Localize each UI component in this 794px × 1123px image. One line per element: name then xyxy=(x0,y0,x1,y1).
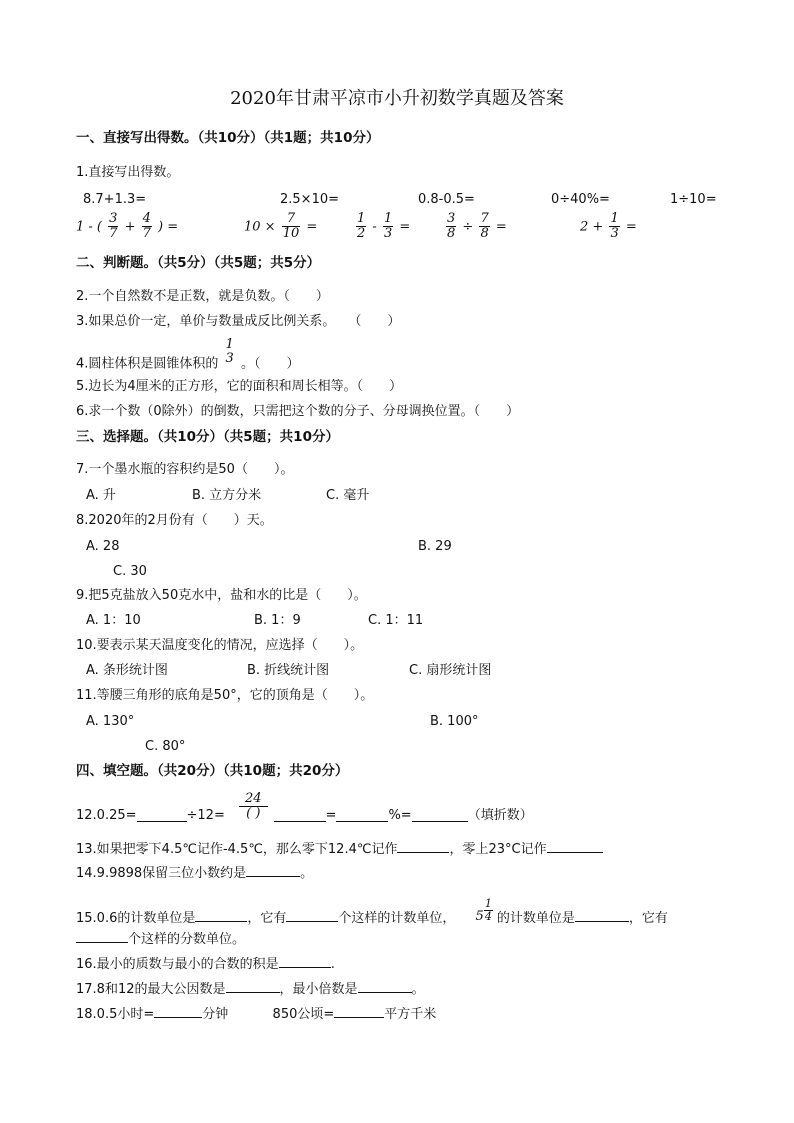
answer-blank[interactable] xyxy=(575,909,629,922)
answer-blank[interactable] xyxy=(274,809,326,822)
option-a: A. 升 xyxy=(86,488,116,503)
option-c: C. 30 xyxy=(113,564,147,579)
option-c: C. 80° xyxy=(145,739,186,754)
answer-blank[interactable] xyxy=(246,864,300,877)
calc-fraction-item: 10 × $\frac{7}{10}$ = xyxy=(244,211,318,242)
question-15: 15.0.6的计数单位是 ，它有 个这样的计数单位， 5 $\frac{1}{4}$ 的计数单位是 ，它有 xyxy=(76,906,668,931)
question-10: 10.要表示某天温度变化的情况，应选择（ ）。 xyxy=(76,638,364,653)
calc-fraction-item: $\frac{3}{8}$ ÷ $\frac{7}{8}$ = xyxy=(447,211,507,242)
question-9: 9.把5克盐放入50克水中，盐和水的比是（ ）。 xyxy=(76,588,367,603)
option-a: A. 1：10 xyxy=(86,613,141,628)
question-3: 3.如果总价一定，单价与数量成反比例关系。 （ ） xyxy=(76,314,401,329)
calc-item: 8.7+1.3= xyxy=(83,192,147,207)
calc-item: 0.8-0.5= xyxy=(418,192,475,207)
question-6: 6.求一个数（0除外）的倒数，只需把这个数的分子、分母调换位置。（ ） xyxy=(76,404,520,419)
section-heading-2: 二、判断题。（共5分）（共5题；共5分） xyxy=(76,255,321,271)
answer-blank[interactable] xyxy=(334,1005,384,1018)
calc-item: 0÷40%= xyxy=(551,192,610,207)
calc-item: 1÷10= xyxy=(670,192,717,207)
option-b: B. 29 xyxy=(418,539,452,554)
option-c: C. 毫升 xyxy=(326,488,370,503)
question-5: 5.边长为4厘米的正方形，它的面积和周长相等。（ ） xyxy=(76,379,403,394)
question-13: 13.如果把零下4.5℃记作-4.5℃，那么零下12.4℃记作 ，零上23°C记作 xyxy=(76,840,603,856)
answer-blank[interactable] xyxy=(279,955,331,968)
question-4: 4.圆柱体积是圆锥体积的 1 3 。（ ） xyxy=(76,337,300,372)
question-7: 7.一个墨水瓶的容积约是50（ ）。 xyxy=(76,462,294,477)
question-18: 18.0.5小时= 分钟 850公顷= 平方千米 xyxy=(76,1007,437,1022)
section-heading-3: 三、选择题。（共10分）（共5题；共10分） xyxy=(76,429,339,445)
option-b: B. 立方分米 xyxy=(192,488,262,503)
question-17: 17.8和12的最大公因数是 ，最小倍数是 。 xyxy=(76,982,425,997)
option-a: A. 28 xyxy=(86,539,120,554)
section-heading-1: 一、直接写出得数。（共10分）（共1题；共10分） xyxy=(76,130,380,146)
answer-blank[interactable] xyxy=(358,980,412,993)
answer-blank[interactable] xyxy=(397,840,449,853)
question-8: 8.2020年的2月份有（ ）天。 xyxy=(76,513,273,528)
option-b: B. 折线统计图 xyxy=(247,663,330,678)
option-b: B. 100° xyxy=(430,714,479,729)
page-title: 2020年甘肃平凉市小升初数学真题及答案 xyxy=(230,88,564,109)
calc-fraction-item: $\frac{1}{2}$ - $\frac{1}{3}$ = xyxy=(357,211,411,242)
question-14: 14.9.9898保留三位小数约是 。 xyxy=(76,866,314,881)
answer-blank[interactable] xyxy=(137,809,187,822)
question-2: 2.一个自然数不是正数，就是负数。（ ） xyxy=(76,289,329,304)
option-b: B. 1：9 xyxy=(254,613,301,628)
calc-fraction-item: 1 - ( $\frac{3}{7}$ + $\frac{4}{7}$ ) = xyxy=(76,211,179,242)
question-15-line-2: 个这样的分数单位。 xyxy=(76,930,245,946)
question-16: 16.最小的质数与最小的合数的积是 . xyxy=(76,957,335,972)
option-a: A. 条形统计图 xyxy=(86,663,168,678)
section-heading-4: 四、填空题。（共20分）（共10题；共20分） xyxy=(76,763,349,779)
question-1: 1.直接写出得数。 xyxy=(76,165,180,180)
option-c: C. 扇形统计图 xyxy=(409,663,492,678)
answer-blank[interactable] xyxy=(195,909,247,922)
mixed-number: 5 $\frac{1}{4}$ xyxy=(475,897,492,925)
answer-blank[interactable] xyxy=(336,809,388,822)
answer-blank[interactable] xyxy=(412,809,468,822)
question-12: 12.0.25= ÷12= $\frac{24}{( )}$ = %= （填折数） xyxy=(76,791,533,823)
answer-blank[interactable] xyxy=(226,980,280,993)
answer-blank[interactable] xyxy=(547,840,603,853)
answer-blank[interactable] xyxy=(154,1005,202,1018)
option-c: C. 1：11 xyxy=(368,613,424,628)
option-a: A. 130° xyxy=(86,714,135,729)
question-11: 11.等腰三角形的底角是50°，它的顶角是（ ）。 xyxy=(76,688,374,703)
answer-blank[interactable] xyxy=(286,909,338,922)
calc-item: 2.5×10= xyxy=(280,192,340,207)
answer-blank[interactable] xyxy=(76,930,128,943)
calc-fraction-item: 2 + $\frac{1}{3}$ = xyxy=(580,211,637,242)
